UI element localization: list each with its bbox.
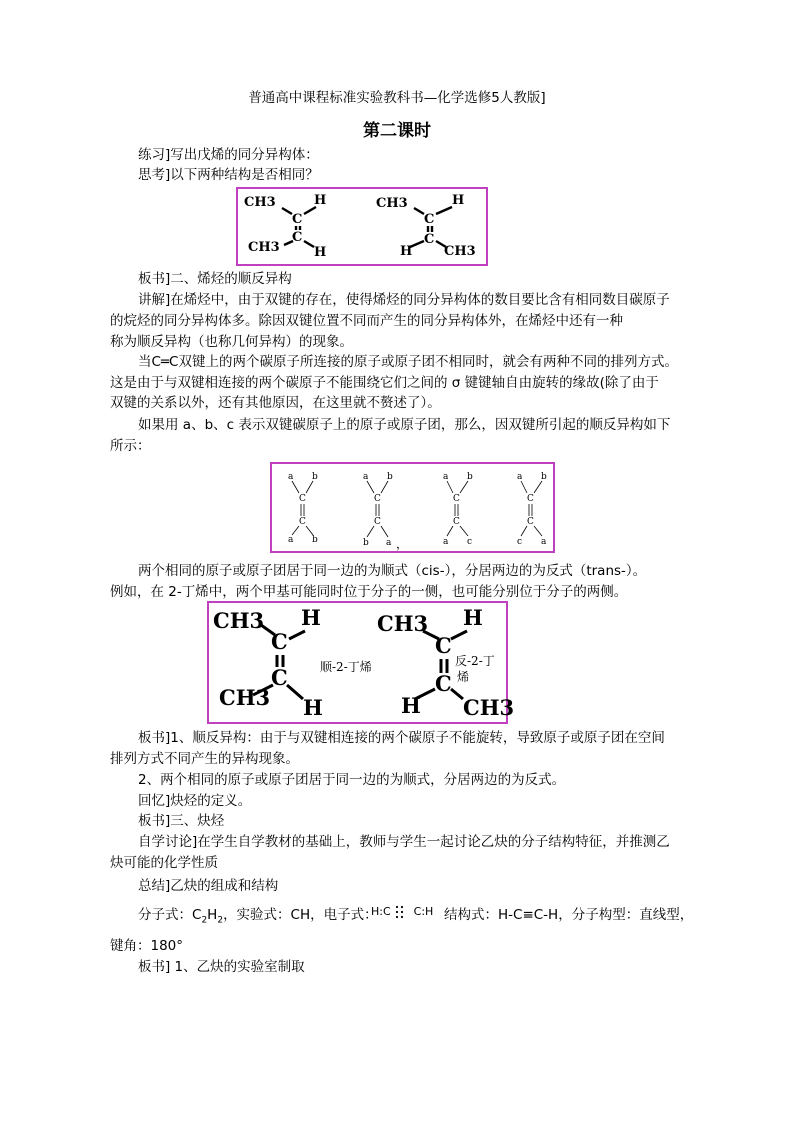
m1-carbon-2: C: [292, 230, 303, 245]
discussion-line-1: 自学讨论]在学生自学教材的基础上，教师与学生一起讨论乙炔的分子结构特征，并推测乙: [138, 834, 670, 850]
trans-name-label-2: 烯: [457, 670, 470, 684]
m1-top-left: a: [288, 472, 294, 482]
formula-part-3: ，实验式：CH，电子式：: [223, 907, 378, 923]
trans-bottom-left: H: [401, 693, 421, 718]
board-alkyne-line: 板书]三、炔烃: [138, 813, 225, 829]
m4-bottom-left: c: [517, 537, 523, 547]
m3-bottom-right: c: [467, 537, 473, 547]
butene-isomers-box: [207, 601, 515, 724]
m2-suffix: ，: [396, 537, 409, 551]
m1-bottom-right: H: [314, 245, 327, 260]
m3-carbon-2: C: [453, 517, 460, 527]
structure-compare-diagram: [238, 189, 486, 264]
explain-line-7: 如果用 a、b、c 表示双键碳原子上的原子或原子团，那么，因双键所引起的顺反异构如下: [138, 417, 671, 433]
lesson-title: 第二课时: [363, 121, 431, 141]
formula-part-1: 分子式：C: [138, 907, 202, 923]
m2-top-left: a: [363, 472, 369, 482]
trans-top-left: CH3: [377, 611, 429, 636]
formula-sub-2: 2: [217, 915, 224, 926]
explain-line-4: 当C═C双键上的两个碳原子所连接的原子或原子团不相同时，就会有两种不同的排列方式。: [138, 354, 678, 370]
explain-line-5: 这是由于与双键相连接的两个碳原子不能围绕它们之间的 σ 键键轴自由旋转的缘故(除了由于: [110, 375, 659, 391]
exercise-line: 练习]写出戊烯的同分异构体：: [138, 147, 319, 163]
trans-carbon-2: C: [435, 671, 452, 696]
m2-bottom-left: H: [400, 244, 413, 259]
board-lab-prep-line: 板书] 1、乙炔的实验室制取: [138, 959, 305, 975]
m1-top-right: H: [314, 193, 327, 208]
recall-line: 回忆]炔烃的定义。: [138, 793, 252, 809]
m2-bottom-right: CH3: [444, 244, 476, 259]
m1-top-left: CH3: [244, 195, 276, 210]
explain-line-1: 讲解]在烯烃中，由于双键的存在，使得烯烃的同分异构体的数目要比含有相同数目碳原子: [138, 292, 670, 308]
document-header: 普通高中课程标准实验教科书—化学选修5人教版]: [248, 90, 546, 106]
m4-top-right: b: [541, 472, 547, 482]
cis-bottom-right: H: [303, 695, 323, 720]
explain-line-2: 的烷烃的同分异构体多。除因双键位置不同而产生的同分异构体外，在烯烃中还有一种: [110, 313, 623, 329]
cis-carbon-1: C: [271, 629, 288, 654]
cis-top-left: CH3: [213, 608, 265, 633]
formula-sub-1: 2: [201, 915, 208, 926]
m4-carbon-2: C: [527, 517, 534, 527]
formula-part-4: 结构式：H-C≡C-H，分子构型：直线型，: [444, 907, 694, 923]
explain-line-6: 双键的关系以外，还有其他原因，在这里就不赘述了）。: [110, 395, 441, 411]
m2-carbon-2: C: [424, 232, 435, 247]
board-definition-line-2: 排列方式不同产生的异构现象。: [110, 751, 299, 767]
trans-top-right: H: [463, 605, 483, 630]
butene-isomers-diagram: [209, 603, 515, 722]
m2-carbon-1: C: [424, 212, 435, 227]
cis-top-right: H: [301, 605, 321, 630]
m1-bottom-left: a: [288, 535, 294, 545]
board-definition-line-1: 板书]1、顺反异构：由于与双键相连接的两个碳原子不能旋转，导致原子或原子团在空间: [138, 730, 665, 746]
think-line: 思考]以下两种结构是否相同？: [138, 167, 319, 183]
trans-name-label-1: 反-2-丁: [455, 654, 495, 668]
m4-carbon-1: C: [527, 494, 534, 504]
m2-carbon-1: C: [374, 494, 381, 504]
m1-top-right: b: [312, 472, 318, 482]
bond-angle-line: 键角：180°: [110, 938, 184, 954]
electron-formula: [371, 903, 433, 921]
m2-top-right: H: [452, 193, 465, 208]
board-cis-trans-line: 板书]二、烯烃的顺反异构: [138, 271, 292, 287]
explain-line-8: 所示：: [110, 438, 151, 454]
m2-top-right: b: [387, 472, 393, 482]
trans-bottom-right: CH3: [463, 695, 515, 720]
acetylene-formula-line: [138, 906, 378, 930]
m2-bottom-right: a: [386, 538, 392, 548]
butene-example-line: 例如，在 2-丁烯中，两个甲基可能同时位于分子的一侧，也可能分别位于分子的两侧。: [110, 584, 628, 600]
structure-compare-box: [236, 187, 488, 266]
m3-bottom-left: a: [443, 537, 449, 547]
m2-top-left: CH3: [376, 196, 408, 211]
cis-carbon-2: C: [271, 665, 288, 690]
cis-trans-definition-line: 两个相同的原子或原子团居于同一边的为顺式（cis-），分居两边的为反式（trans-）。: [138, 563, 647, 579]
m4-bottom-right: a: [541, 537, 547, 547]
cis-name-label: 顺-2-丁烯: [320, 660, 372, 674]
m1-bottom-left: CH3: [248, 240, 280, 255]
abc-isomers-diagram: [272, 464, 553, 551]
m1-carbon-2: C: [299, 517, 306, 527]
m1-bottom-right: b: [312, 535, 318, 545]
triple-bond-dots-icon: [394, 905, 410, 919]
m4-top-left: a: [517, 472, 523, 482]
electron-formula-left: H:C: [371, 905, 391, 918]
abc-isomers-box: [270, 462, 555, 553]
formula-part-2: H: [207, 907, 218, 923]
m1-carbon-1: C: [292, 212, 303, 227]
discussion-line-2: 炔可能的化学性质: [110, 855, 218, 871]
m1-carbon-1: C: [299, 494, 306, 504]
summary-line: 总结]乙炔的组成和结构: [138, 878, 279, 894]
board-definition-line-3: 2、两个相同的原子或原子团居于同一边的为顺式，分居两边的为反式。: [138, 772, 566, 788]
explain-line-3: 称为顺反异构（也称几何异构）的现象。: [110, 334, 353, 350]
m3-top-left: a: [443, 472, 449, 482]
m2-carbon-2: C: [374, 517, 381, 527]
m3-carbon-1: C: [453, 494, 460, 504]
cis-bottom-left: CH3: [219, 685, 271, 710]
electron-formula-right: C:H: [413, 905, 434, 918]
m3-top-right: b: [467, 472, 473, 482]
trans-carbon-1: C: [435, 633, 452, 658]
m2-bottom-left: b: [363, 538, 369, 548]
